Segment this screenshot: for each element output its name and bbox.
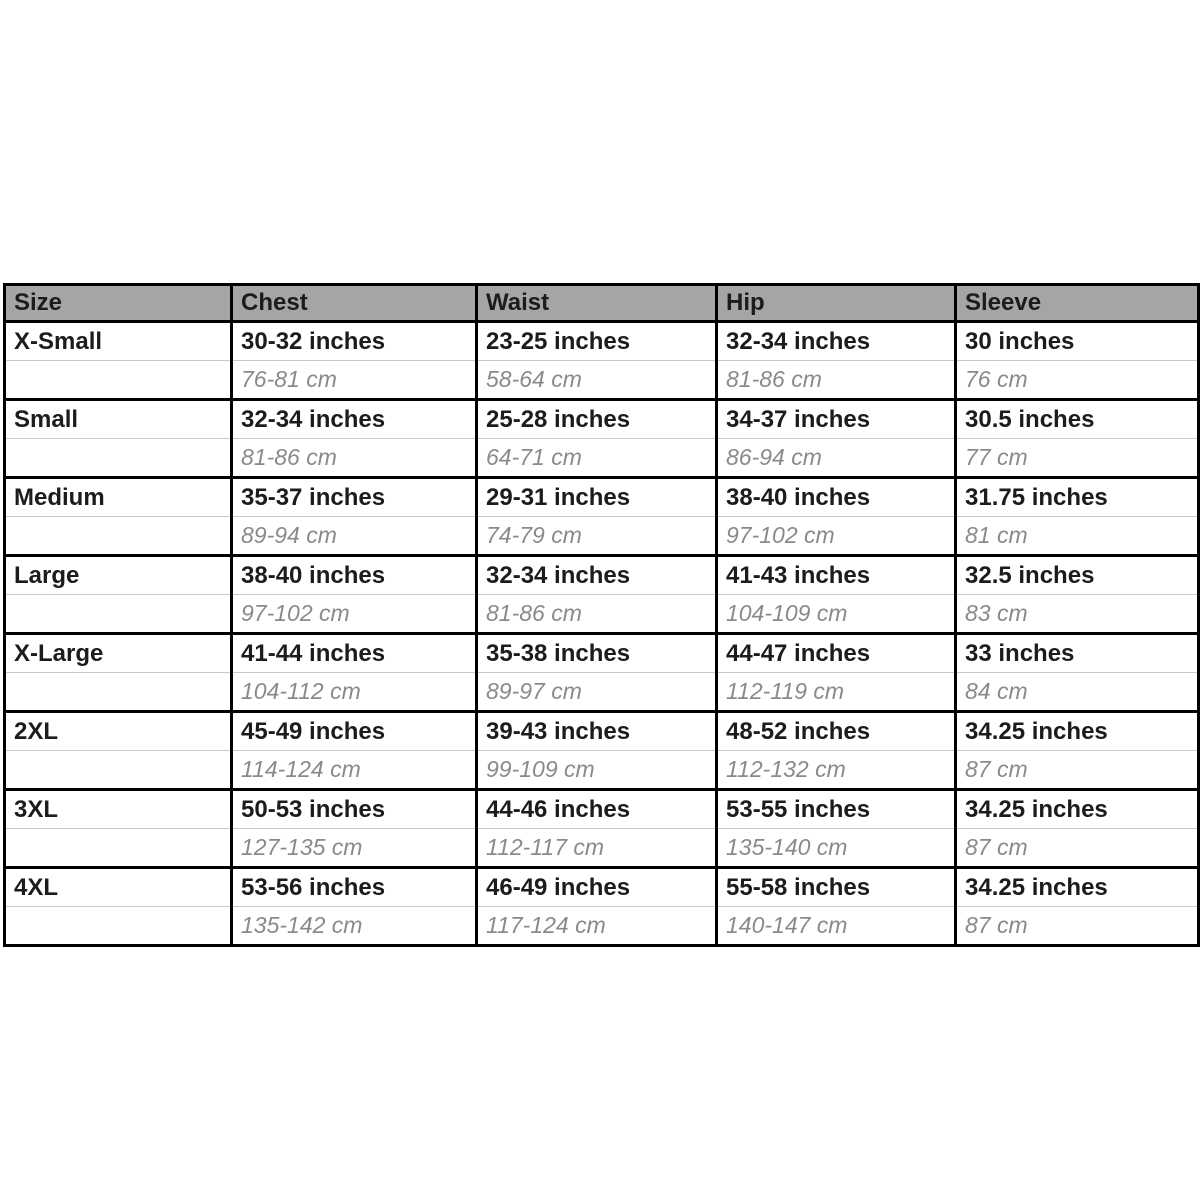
size-label: 2XL xyxy=(5,712,232,751)
chest-inches: 30-32 inches xyxy=(232,322,477,361)
table-row xyxy=(5,400,1199,439)
table-row xyxy=(5,790,1199,829)
hip-cm: 97-102 cm xyxy=(717,517,956,556)
table-row xyxy=(5,673,1199,712)
size-label: 3XL xyxy=(5,790,232,829)
sleeve-cm: 81 cm xyxy=(956,517,1199,556)
chest-cm: 89-94 cm xyxy=(232,517,477,556)
waist-cm: 112-117 cm xyxy=(477,829,717,868)
waist-inches: 25-28 inches xyxy=(477,400,717,439)
chest-inches: 38-40 inches xyxy=(232,556,477,595)
chest-inches: 35-37 inches xyxy=(232,478,477,517)
hip-inches: 38-40 inches xyxy=(717,478,956,517)
chest-cm: 127-135 cm xyxy=(232,829,477,868)
hip-inches: 34-37 inches xyxy=(717,400,956,439)
hip-cm: 104-109 cm xyxy=(717,595,956,634)
hip-cm: 112-119 cm xyxy=(717,673,956,712)
size-label-empty xyxy=(5,907,232,946)
table-row xyxy=(5,712,1199,751)
hip-inches: 53-55 inches xyxy=(717,790,956,829)
waist-inches: 44-46 inches xyxy=(477,790,717,829)
waist-cm: 81-86 cm xyxy=(477,595,717,634)
column-header-size: Size xyxy=(5,285,232,322)
table-row xyxy=(5,361,1199,400)
chest-inches: 45-49 inches xyxy=(232,712,477,751)
column-header-sleeve: Sleeve xyxy=(956,285,1199,322)
chest-inches: 53-56 inches xyxy=(232,868,477,907)
table-row xyxy=(5,829,1199,868)
table-row xyxy=(5,634,1199,673)
size-label: Large xyxy=(5,556,232,595)
size-label: X-Small xyxy=(14,327,103,355)
chest-cm: 135-142 cm xyxy=(232,907,477,946)
size-label-empty xyxy=(5,439,232,478)
sleeve-cm: 77 cm xyxy=(956,439,1199,478)
sleeve-inches: 34.25 inches xyxy=(956,868,1199,907)
size-label: X-Large xyxy=(5,634,232,673)
chest-cm: 114-124 cm xyxy=(232,751,477,790)
table-row xyxy=(5,322,1199,361)
chest-inches: 50-53 inches xyxy=(232,790,477,829)
waist-cm: 117-124 cm xyxy=(477,907,717,946)
table-header-row xyxy=(5,285,1199,322)
waist-cm: 58-64 cm xyxy=(477,361,717,400)
table-row xyxy=(5,439,1199,478)
size-label-empty xyxy=(5,829,232,868)
hip-inches: 55-58 inches xyxy=(717,868,956,907)
size-label: 4XL xyxy=(5,868,232,907)
size-label: Medium xyxy=(5,478,232,517)
hip-inches: 32-34 inches xyxy=(717,322,956,361)
column-header-chest: Chest xyxy=(232,285,477,322)
waist-cm: 74-79 cm xyxy=(477,517,717,556)
table-row xyxy=(5,595,1199,634)
table-row xyxy=(5,751,1199,790)
chest-cm: 104-112 cm xyxy=(232,673,477,712)
table-row xyxy=(5,478,1199,517)
waist-inches: 23-25 inches xyxy=(477,322,717,361)
waist-cm: 64-71 cm xyxy=(477,439,717,478)
sleeve-inches: 31.75 inches xyxy=(956,478,1199,517)
table-row xyxy=(5,868,1199,907)
size-label-empty xyxy=(5,751,232,790)
size-label-empty xyxy=(5,517,232,556)
waist-inches: 29-31 inches xyxy=(477,478,717,517)
sleeve-inches: 30 inches xyxy=(956,322,1199,361)
size-label: Small xyxy=(5,400,232,439)
chest-inches: 32-34 inches xyxy=(232,400,477,439)
chest-cm: 81-86 cm xyxy=(232,439,477,478)
hip-inches: 48-52 inches xyxy=(717,712,956,751)
column-header-hip: Hip xyxy=(717,285,956,322)
waist-cm: 99-109 cm xyxy=(477,751,717,790)
size-label-empty xyxy=(5,595,232,634)
hip-cm: 112-132 cm xyxy=(717,751,956,790)
hip-cm: 81-86 cm xyxy=(717,361,956,400)
waist-inches: 39-43 inches xyxy=(477,712,717,751)
sleeve-cm: 87 cm xyxy=(956,907,1199,946)
sleeve-inches: 33 inches xyxy=(956,634,1199,673)
sleeve-cm: 76 cm xyxy=(956,361,1199,400)
waist-cm: 89-97 cm xyxy=(477,673,717,712)
chest-cm: 97-102 cm xyxy=(232,595,477,634)
hip-cm: 86-94 cm xyxy=(717,439,956,478)
table-row xyxy=(5,517,1199,556)
sleeve-inches: 34.25 inches xyxy=(956,790,1199,829)
sleeve-cm: 87 cm xyxy=(956,829,1199,868)
sleeve-cm: 83 cm xyxy=(956,595,1199,634)
sleeve-cm: 87 cm xyxy=(956,751,1199,790)
chest-cm: 76-81 cm xyxy=(232,361,477,400)
column-header-waist: Waist xyxy=(477,285,717,322)
hip-cm: 140-147 cm xyxy=(717,907,956,946)
sleeve-inches: 30.5 inches xyxy=(956,400,1199,439)
sleeve-inches: 34.25 inches xyxy=(956,712,1199,751)
chest-inches: 41-44 inches xyxy=(232,634,477,673)
hip-inches: 41-43 inches xyxy=(717,556,956,595)
waist-inches: 32-34 inches xyxy=(477,556,717,595)
sleeve-cm: 84 cm xyxy=(956,673,1199,712)
table-row xyxy=(5,556,1199,595)
waist-inches: 35-38 inches xyxy=(477,634,717,673)
size-label-empty xyxy=(5,361,232,400)
hip-inches: 44-47 inches xyxy=(717,634,956,673)
waist-inches: 46-49 inches xyxy=(477,868,717,907)
sleeve-inches: 32.5 inches xyxy=(956,556,1199,595)
table-row xyxy=(5,907,1199,946)
size-label-empty xyxy=(5,673,232,712)
size-chart-table xyxy=(3,283,1200,947)
hip-cm: 135-140 cm xyxy=(717,829,956,868)
